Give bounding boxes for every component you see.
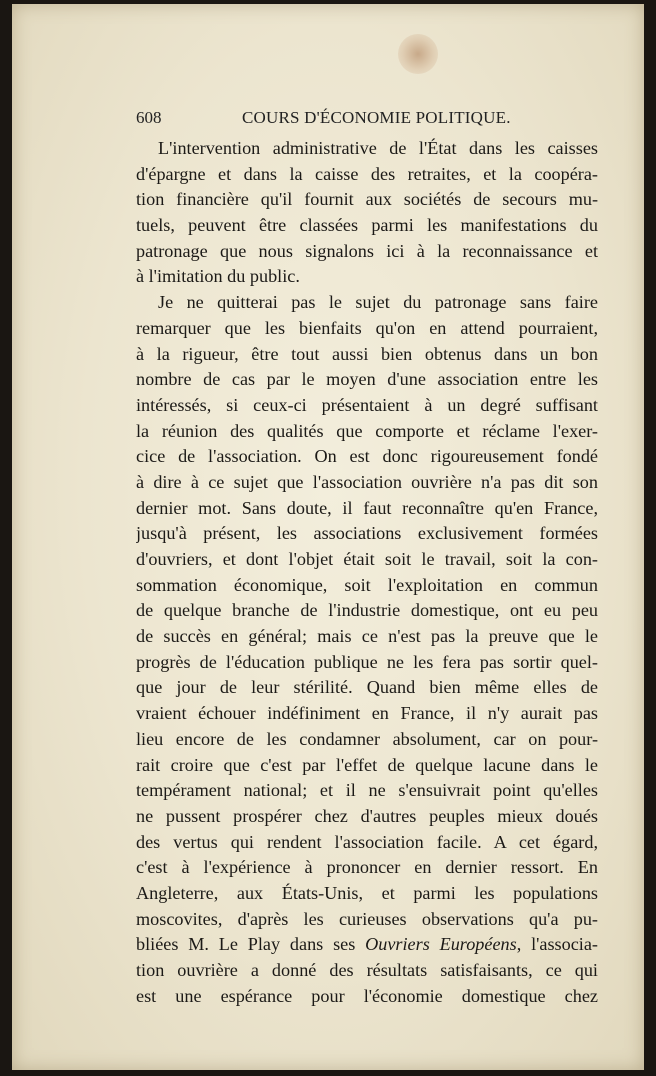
text-line: Angleterre, aux États-Unis, et parmi les populations (136, 882, 598, 903)
text-line: à la rigueur, être tout aussi bien obtenus dans un bon (136, 343, 598, 364)
text-line: intéressés, si ceux-ci présentaient à un degré suffisant (136, 394, 598, 415)
text-segment: , l'associa- (516, 934, 598, 955)
text-line-with-italic (136, 932, 598, 958)
text-line: lieu encore de les condamner absolument, car on pour- (136, 728, 598, 749)
text-line: à dire à ce sujet que l'association ouvrière n'a pas dit son (136, 471, 598, 492)
text-line: dernier mot. Sans doute, il faut reconnaître qu'en France, (136, 497, 598, 518)
text-line: de succès en général; mais ce n'est pas la preuve que le (136, 626, 598, 647)
text-line: remarquer que les bienfaits qu'on en attend pourraient, (136, 317, 598, 338)
text-line: d'ouvriers, et dont l'objet était soit le travail, soit la con- (136, 549, 598, 569)
text-line: sommation économique, soit l'exploitation en commun (136, 574, 598, 595)
text-line: ne pussent prospérer chez d'autres peuples mieux doués (136, 805, 598, 826)
running-head: COURS D'ÉCONOMIE POLITIQUE. (242, 108, 511, 127)
paragraph-2 (136, 290, 598, 1009)
text-line: L'intervention administrative de l'État dans les caisses (158, 138, 598, 158)
text-line: d'épargne et dans la caisse des retraites, et la coopéra- (136, 163, 598, 184)
text-line: de quelque branche de l'industrie domestique, ont eu peu (136, 600, 598, 621)
text-line: tuels, peuvent être classées parmi les manifestations du (136, 215, 598, 236)
text-line: rait croire que c'est par l'effet de quelque lacune dans le (136, 754, 598, 775)
page-stain (398, 34, 438, 74)
text-line: à l'imitation du public. (136, 266, 300, 287)
book-page (12, 4, 644, 1070)
text-line: cice de l'association. On est donc rigoureusement fondé (136, 446, 598, 467)
text-line: nombre de cas par le moyen d'une association entre les (136, 369, 598, 390)
page-number: 608 (136, 108, 162, 127)
page-header (136, 108, 598, 134)
text-line: tion ouvrière a donné des résultats satisfaisants, ce qui (136, 960, 598, 980)
text-line: c'est à l'expérience à prononcer en dernier ressort. En (136, 857, 598, 878)
text-line: patronage que nous signalons ici à la reconnaissance et (136, 240, 598, 261)
text-segment: bliées M. Le Play dans ses (136, 934, 366, 955)
text-line: vraient échouer indéfiniment en France, il n'y aurait pas (136, 703, 598, 724)
text-line: Je ne quitterai pas le sujet du patronage sans faire (158, 292, 598, 313)
text-line: est une espérance pour l'économie domestique chez (136, 985, 598, 1006)
paragraph-1 (136, 136, 598, 290)
text-line: moscovites, d'après les curieuses observations qu'a pu- (136, 908, 598, 929)
text-line: jusqu'à présent, les associations exclusivement formées (136, 523, 598, 544)
text-line: progrès de l'éducation publique ne les fera pas sortir quel- (136, 651, 598, 672)
text-line: des vertus qui rendent l'association facile. A cet égard, (136, 831, 598, 852)
text-line: la réunion des qualités que comporte et réclame l'exer- (136, 420, 598, 441)
book-title-italic: Ouvriers Européens (365, 934, 517, 955)
body-text (136, 136, 598, 1009)
text-line: tempérament national; et il ne s'ensuivrait point qu'elles (136, 780, 598, 801)
text-line: tion financière qu'il fournit aux sociétés de secours mu- (136, 189, 598, 210)
text-line: que jour de leur stérilité. Quand bien même elles de (136, 677, 598, 698)
